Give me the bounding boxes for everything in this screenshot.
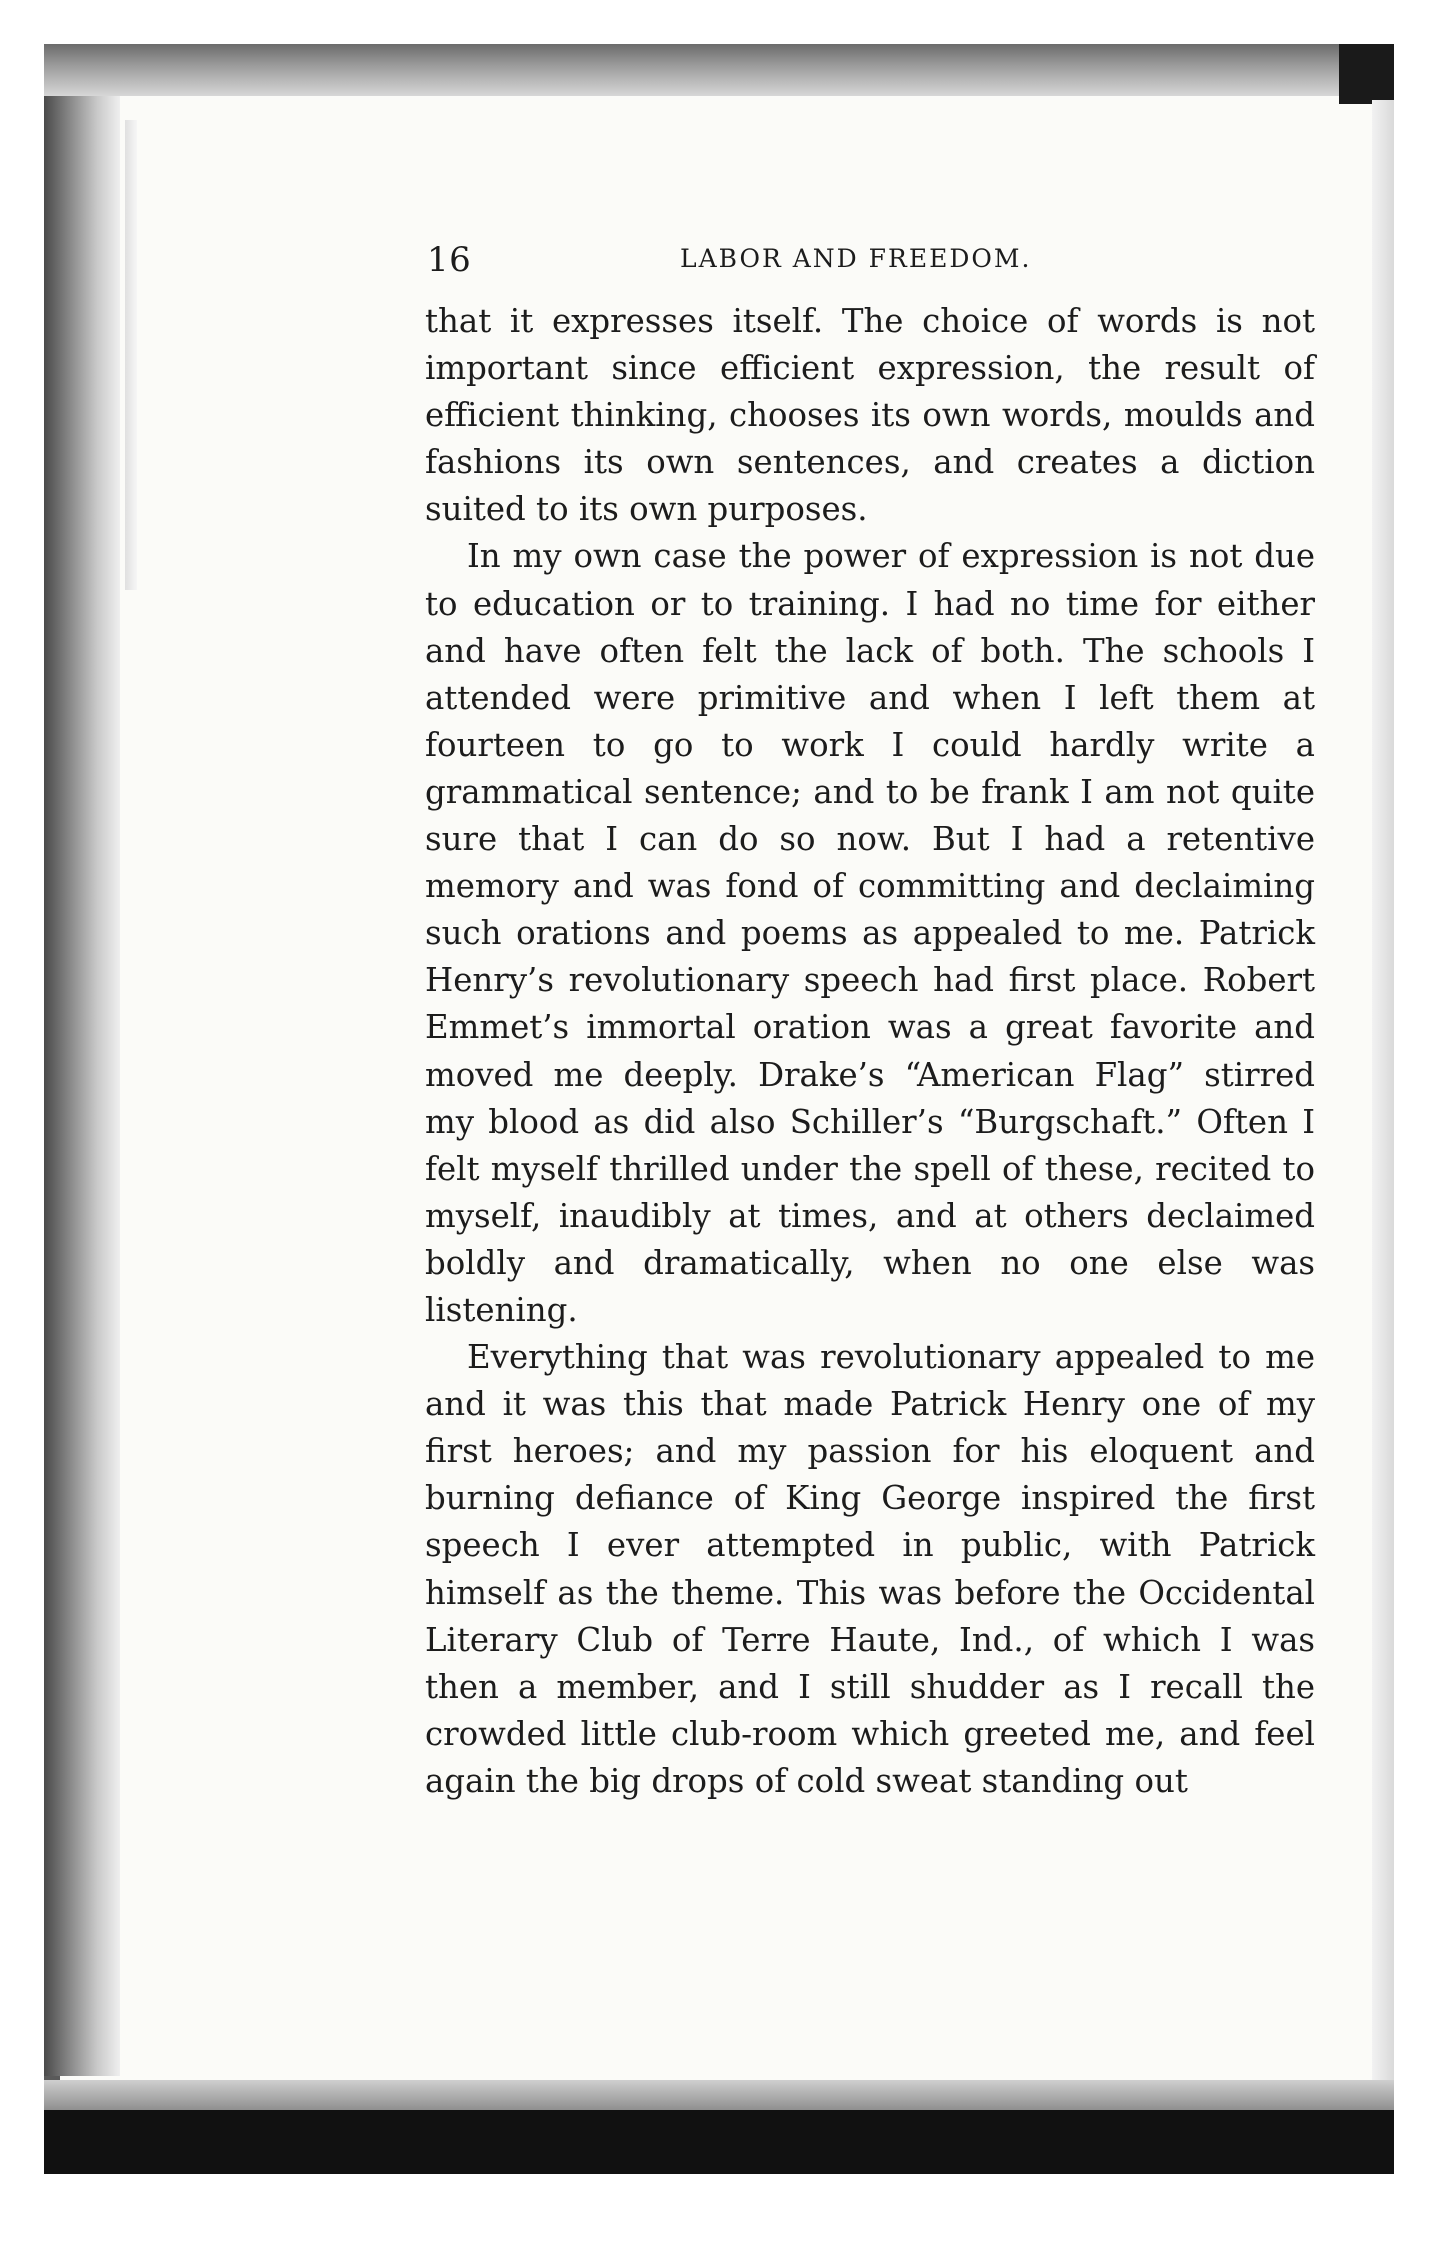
bottom-page-edge — [44, 2080, 1394, 2110]
paragraph-2: In my own case the power of expression is not due to education or to training. I had no time for either and have often felt the lack of both. The schools I attended were primitive and when I left them at fourteen to go to work I could hardly write a grammatical sentence; and to be frank I am not quite sure that I can do so now. But I had a retentive memory and was fond of committing and declaiming such orations and poems as appealed to me. Patrick Henry’s revolutionary speech had first place. Robert Emmet’s immortal oration was a great favorite and moved me deeply. Drake’s “American Flag” stirred my blood as did also Schiller’s “Burgschaft.” Often I felt myself thrilled under the spell of these, recited to myself, inaudibly at times, and at others declaimed boldly and dramatically, when no one else was listening. — [425, 537, 1315, 1329]
running-header — [425, 240, 1315, 296]
paragraph-3: Everything that was revolutionary appealed to me and it was this that made Patrick Henry one of my first heroes; and my passion for his eloquent and burning defiance of King George inspired the first speech I ever attempted in public, with Patrick himself as the theme. This was before the Occidental Literary Club of Terre Haute, Ind., of which I was then a member, and I still shudder as I recall the crowded little club-room which greeted me, and feel again the big drops of cold sweat standing out — [425, 1338, 1315, 1800]
body-text — [425, 298, 1315, 1805]
page-number: 16 — [427, 240, 472, 280]
right-page-edge — [1372, 100, 1394, 2080]
book-page — [425, 240, 1315, 1805]
top-corner-shadow — [1339, 44, 1394, 104]
top-binding-edge — [44, 44, 1394, 96]
left-inner-strip — [125, 120, 137, 590]
bottom-scan-band — [44, 2110, 1394, 2174]
left-binding-edge — [44, 96, 120, 2076]
paragraph-1: that it expresses itself. The choice of words is not important since efficient expression, the result of efficient thinking, chooses its own words, moulds and fashions its own sentences, and creates a diction suited to its own purposes. — [425, 302, 1315, 529]
running-title: LABOR AND FREEDOM. — [680, 244, 1032, 273]
